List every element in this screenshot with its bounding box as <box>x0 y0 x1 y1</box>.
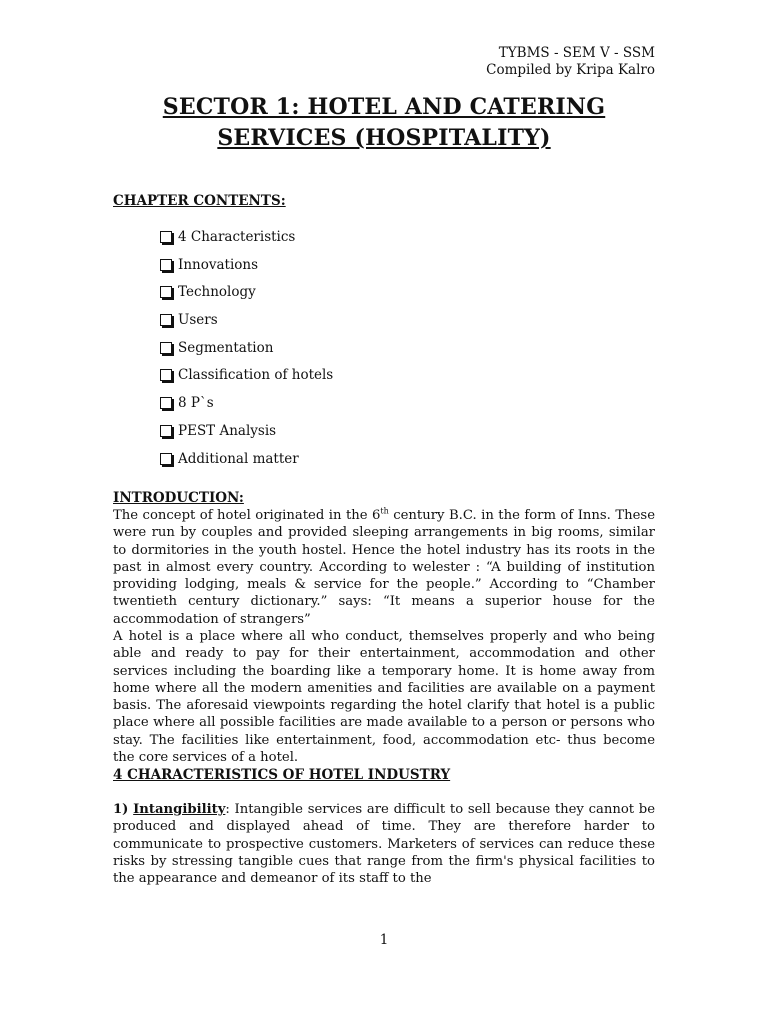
page-number: 1 <box>379 932 389 948</box>
list-item <box>160 451 333 479</box>
characteristics-heading: 4 CHARACTERISTICS OF HOTEL INDUSTRY <box>113 767 451 783</box>
introduction-paragraph-1 <box>113 507 655 628</box>
checkbox-icon <box>160 425 172 437</box>
introduction-paragraph-2: A hotel is a place where all who conduct, themselves properly and who being able and ready to pay for their entertainment, accommodation and other services including the boarding like a temporary home. It is home away from home where all the modern amenities and facilities are available on a payment basis. The aforesaid viewpoints regarding the hotel clarify that hotel is a public place where all possible facilities are made available to a person or persons who stay. The facilities like entertainment, food, accommodation etc- thus become the core services of a hotel. <box>113 629 655 766</box>
list-item-label: Segmentation <box>178 339 274 356</box>
list-item-label: Additional matter <box>178 450 299 467</box>
item-number: 1) <box>113 802 129 817</box>
intro-text-rest: century B.C. in the form of Inns. These were run by couples and provided sleeping arrangements in big rooms, similar to dormitories in the youth hostel. Hence the hotel industry has its roots in the past in almost every country. According to welester : “A building of institution providing lodging, meals & service for the people.” According to “Chamber twentieth century dictionary.” says: “It means a superior house for the accommodation of strangers” <box>113 508 656 627</box>
list-item <box>160 229 333 257</box>
title-line-2: SERVICES (HOSPITALITY) <box>217 125 551 151</box>
chapter-contents-heading: CHAPTER CONTENTS: <box>113 193 286 209</box>
list-item <box>160 257 333 285</box>
characteristic-paragraph-1 <box>113 801 655 887</box>
list-item-label: Technology <box>178 284 256 301</box>
header-author: Compiled by Kripa Kalro <box>486 62 655 78</box>
list-item <box>160 395 333 423</box>
document-title <box>0 92 768 154</box>
checkbox-icon <box>160 259 172 271</box>
list-item <box>160 340 333 368</box>
intro-text-start: The concept of hotel originated in the 6 <box>113 508 381 523</box>
list-item-label: 8 P`s <box>178 395 214 412</box>
characteristic-text: : Intangible services are difficult to sell because they cannot be produced and displayed ahead of time. They are therefore harder to communicate to prospective customers. Marketers of services can reduce these risks by stressing tangible cues that range from the firm's physical facilities to the appearance and demeanor of its staff to the <box>113 802 656 887</box>
running-header <box>486 45 655 79</box>
list-item-label: Users <box>178 312 218 329</box>
list-item-label: Classification of hotels <box>178 367 334 384</box>
introduction-heading: INTRODUCTION: <box>113 490 244 506</box>
ordinal-suffix: th <box>380 506 389 516</box>
list-item <box>160 367 333 395</box>
checkbox-icon <box>160 314 172 326</box>
list-item-label: Innovations <box>178 256 259 273</box>
checkbox-icon <box>160 342 172 354</box>
checkbox-icon <box>160 397 172 409</box>
term-intangibility: Intangibility <box>133 802 226 817</box>
list-item <box>160 312 333 340</box>
chapter-contents-list <box>160 229 333 478</box>
checkbox-icon <box>160 286 172 298</box>
list-item-label: 4 Characteristics <box>178 229 296 245</box>
title-line-1: SECTOR 1: HOTEL AND CATERING <box>162 94 606 120</box>
checkbox-icon <box>160 231 172 243</box>
list-item-label: PEST Analysis <box>178 422 277 439</box>
checkbox-icon <box>160 369 172 381</box>
list-item <box>160 284 333 312</box>
checkbox-icon <box>160 453 172 465</box>
header-course: TYBMS - SEM V - SSM <box>498 45 655 61</box>
list-item <box>160 423 333 451</box>
